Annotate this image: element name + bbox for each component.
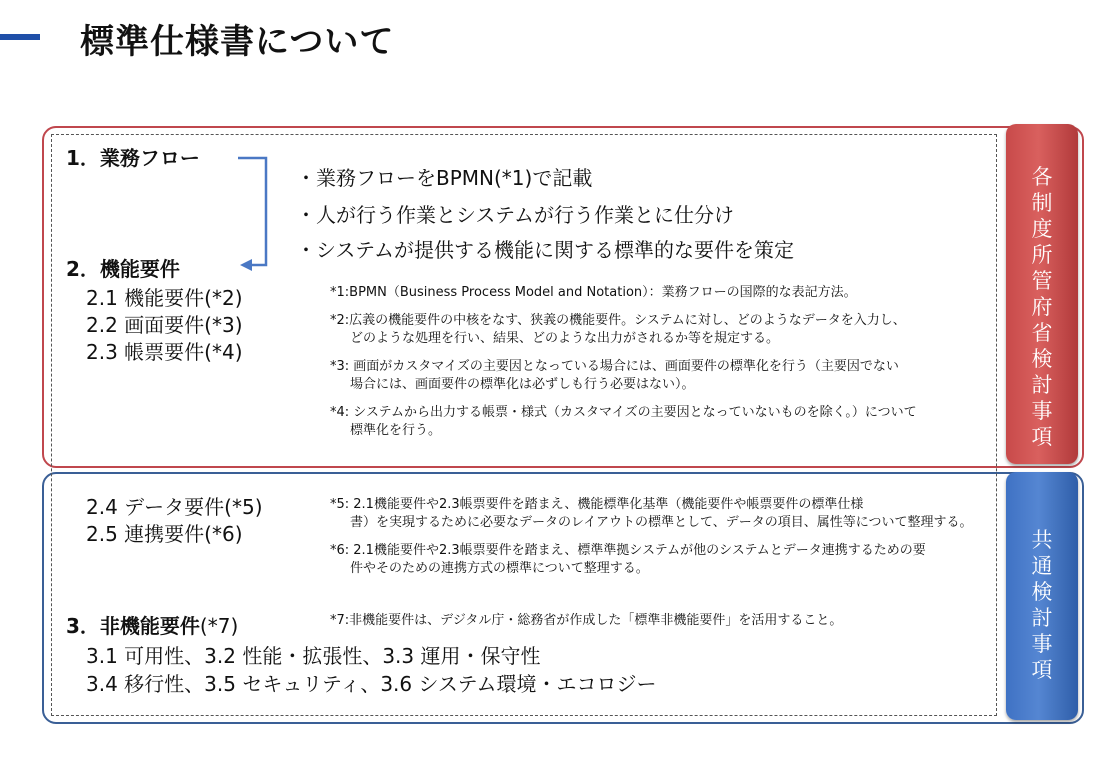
page-title: 標準仕様書について [80,22,395,62]
side-label-blue-text: 共通検討事項 [1031,528,1053,682]
note-5 [330,496,972,532]
note-4-line2: 標準化を行う。 [350,423,442,438]
note-2 [330,312,906,348]
note-4 [330,404,917,440]
flow-arrow-icon [236,150,272,275]
side-label-red-text: 各制度所管府省検討事項 [1031,165,1053,449]
note-5-line1: *5: 2.1機能要件や2.3帳票要件を踏まえ、機能標準化基準（機能要件や帳票要件の標準仕様 [330,497,864,512]
note-7 [330,612,842,630]
note-6-line2: 件やそのための連携方式の標準について整理する。 [350,561,649,576]
note-3-line2: 場合には、画面要件の標準化は必ずしも行う必要はない）。 [350,377,695,392]
item-2-4: 2.4 データ要件(*5) [86,495,263,519]
item-3-line1: 3.1 可用性、3.2 性能・拡張性、3.3 運用・保守性 [86,644,541,668]
note-2-line1: *2:広義の機能要件の中核をなす、狭義の機能要件。システムに対し、どのようなデータを入力し、 [330,313,906,328]
note-5-line2: 書）を実現するために必要なデータのレイアウトの標準として、データの項目、属性等について整理する。 [350,515,973,530]
section-3-suffix: (*7) [199,614,239,638]
section-1-heading: 1．業務フロー [66,146,200,170]
note-7-text: *7:非機能要件は、デジタル庁・総務省が作成した「標準非機能要件」を活用すること。 [330,613,843,628]
item-2-5: 2.5 連携要件(*6) [86,522,243,546]
note-3 [330,358,899,394]
section-2-heading: 2．機能要件 [66,257,180,281]
item-2-2: 2.2 画面要件(*3) [86,313,243,337]
note-4-line1: *4: システムから出力する帳票・様式（カスタマイズの主要因となっていないものを除く。）について [330,405,917,420]
note-1 [330,284,857,302]
note-3-line1: *3: 画面がカスタマイズの主要因となっている場合には、画面要件の標準化を行う（主要因でない [330,359,899,374]
item-2-3: 2.3 帳票要件(*4) [86,340,243,364]
title-accent-bar [0,34,40,40]
side-label-red [1006,124,1078,464]
bullet-1: ・業務フローをBPMN(*1)で記載 [296,166,593,190]
note-6 [330,542,926,578]
note-2-line2: どのような処理を行い、結果、どのような出力がされるか等を規定する。 [350,331,780,346]
bullet-3: ・システムが提供する機能に関する標準的な要件を策定 [296,238,794,262]
item-2-1: 2.1 機能要件(*2) [86,286,243,310]
side-label-blue [1006,472,1078,720]
section-3-heading [66,610,238,639]
item-3-line2: 3.4 移行性、3.5 セキュリティ、3.6 システム環境・エコロジー [86,672,657,696]
note-1-text: *1:BPMN（Business Process Model and Notation）：業務フローの国際的な表記方法。 [330,285,857,300]
note-6-line1: *6: 2.1機能要件や2.3帳票要件を踏まえ、標準準拠システムが他のシステムとデータ連携するための要 [330,543,926,558]
section-3-title: 3．非機能要件 [66,614,200,638]
bullet-2: ・人が行う作業とシステムが行う作業とに仕分け [296,203,734,227]
